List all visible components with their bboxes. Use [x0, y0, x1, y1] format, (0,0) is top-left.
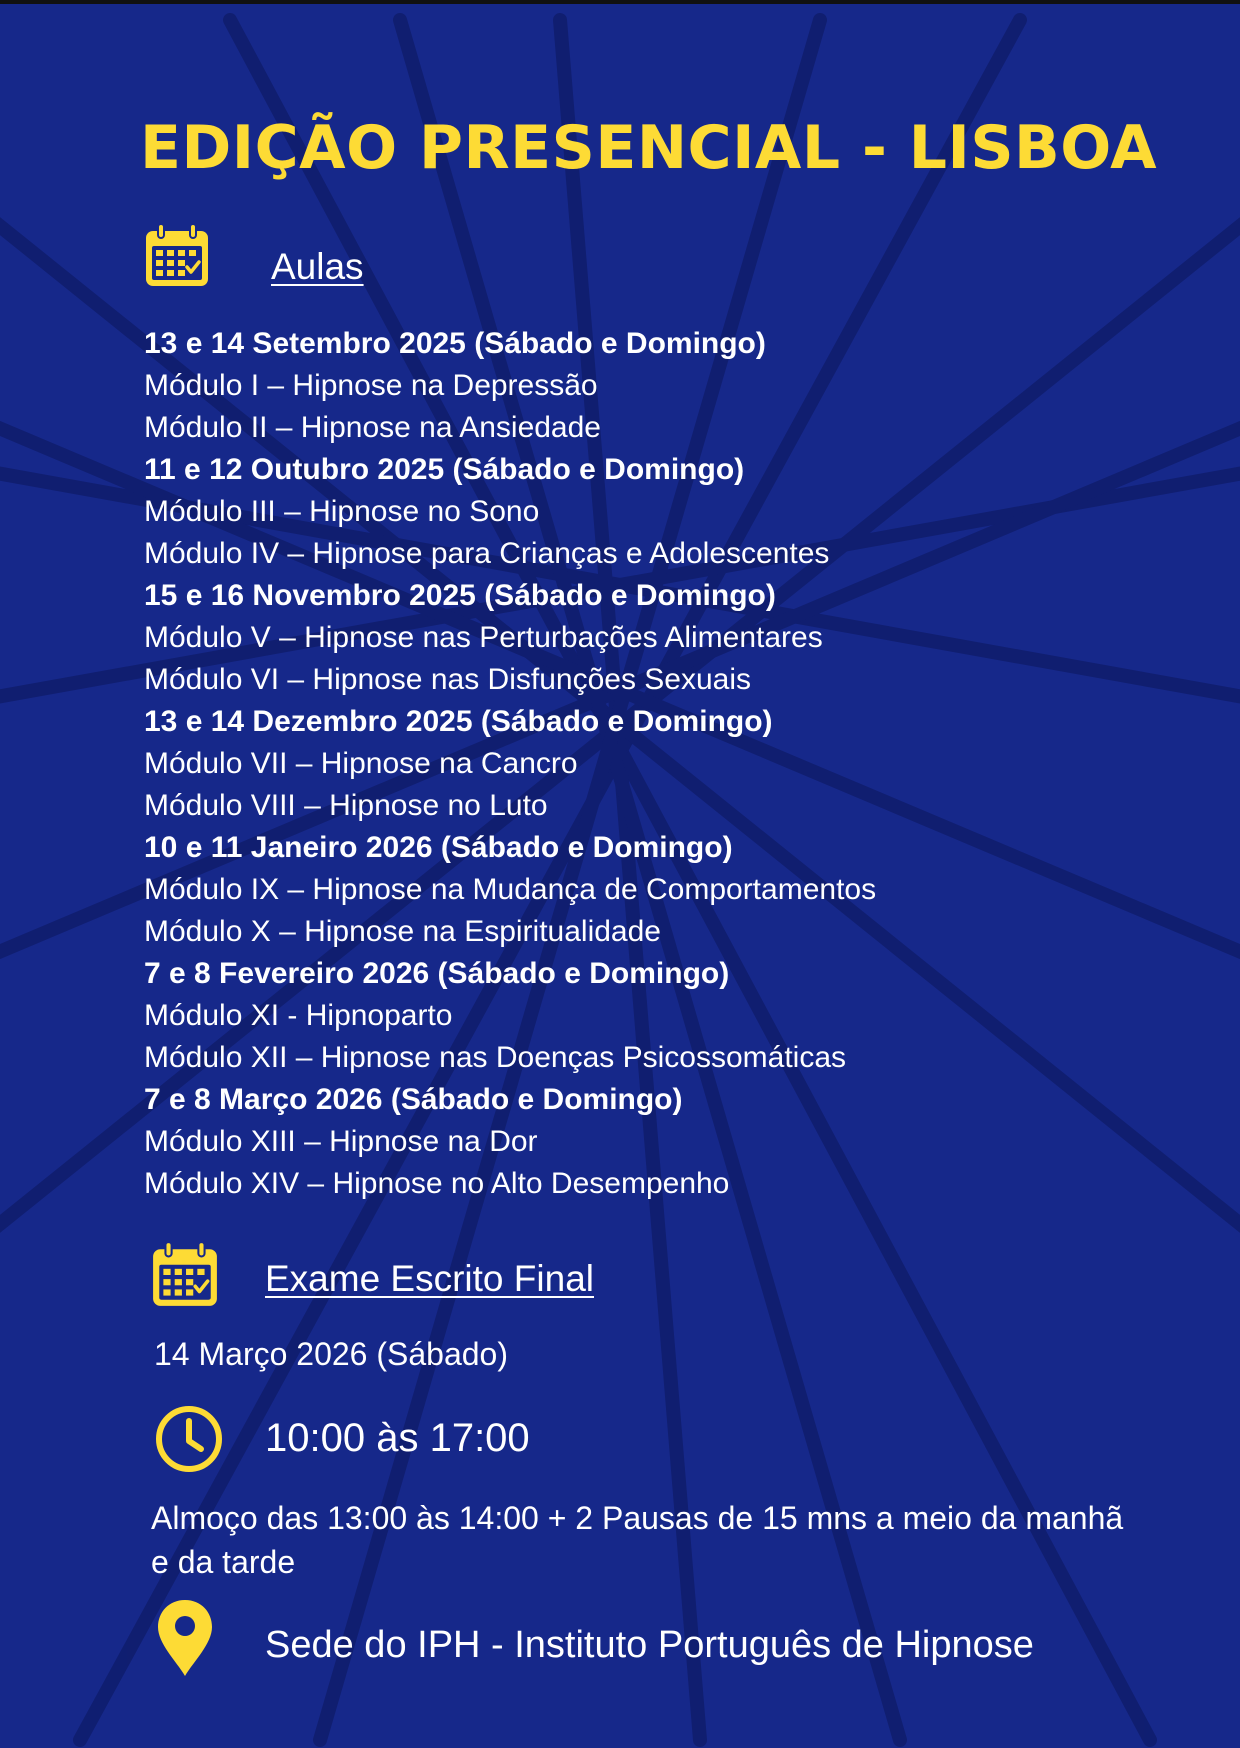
schedule-day [144, 953, 1144, 1079]
module-item: Módulo IV – Hipnose para Crianças e Adolescentes [144, 537, 830, 570]
module-item: Módulo XIII – Hipnose na Dor [144, 1125, 538, 1158]
schedule-date: 13 e 14 Setembro 2025 (Sábado e Domingo) [144, 327, 766, 360]
schedule-date: 7 e 8 Fevereiro 2026 (Sábado e Domingo) [144, 957, 730, 990]
module-item: Módulo IX – Hipnose na Mudança de Comportamentos [144, 873, 877, 906]
module-item: Módulo VIII – Hipnose no Luto [144, 789, 548, 822]
schedule-date: 10 e 11 Janeiro 2026 (Sábado e Domingo) [144, 831, 733, 864]
module-item: Módulo XIV – Hipnose no Alto Desempenho [144, 1167, 730, 1200]
schedule-day [144, 449, 1144, 575]
schedule-day [144, 1079, 1144, 1205]
schedule-date: 13 e 14 Dezembro 2025 (Sábado e Domingo) [144, 705, 773, 738]
calendar-icon [143, 222, 211, 290]
schedule-date: 11 e 12 Outubro 2025 (Sábado e Domingo) [144, 453, 745, 486]
class-schedule [144, 323, 1144, 1205]
schedule-day [144, 323, 1144, 449]
schedule-day [144, 701, 1144, 827]
module-item: Módulo XI - Hipnoparto [144, 999, 453, 1032]
page-title: EDIÇÃO PRESENCIAL - LISBOA [140, 113, 1158, 183]
classes-heading[interactable]: Aulas [271, 246, 364, 287]
module-item: Módulo XII – Hipnose nas Doenças Psicossomáticas [144, 1041, 847, 1074]
clock-icon [154, 1404, 224, 1474]
calendar-icon [150, 1240, 220, 1310]
module-item: Módulo I – Hipnose na Depressão [144, 369, 598, 402]
module-item: Módulo VI – Hipnose nas Disfunções Sexuais [144, 663, 752, 696]
schedule-date: 15 e 16 Novembro 2025 (Sábado e Domingo) [144, 579, 776, 612]
schedule-day [144, 827, 1144, 953]
schedule-day [144, 575, 1144, 701]
schedule-time: 10:00 às 17:00 [265, 1416, 530, 1460]
module-item: Módulo VII – Hipnose na Cancro [144, 747, 578, 780]
exam-date: 14 Março 2026 (Sábado) [154, 1336, 508, 1372]
breaks-info: Almoço das 13:00 às 14:00 + 2 Pausas de 15 mns a meio da manhã e da tarde [151, 1500, 1124, 1580]
schedule-date: 7 e 8 Março 2026 (Sábado e Domingo) [144, 1083, 683, 1116]
module-item: Módulo III – Hipnose no Sono [144, 495, 540, 528]
map-pin-icon [155, 1598, 215, 1678]
module-item: Módulo II – Hipnose na Ansiedade [144, 411, 601, 444]
exam-heading[interactable]: Exame Escrito Final [265, 1258, 594, 1299]
location-text: Sede do IPH - Instituto Português de Hipnose [265, 1624, 1034, 1666]
module-item: Módulo X – Hipnose na Espiritualidade [144, 915, 661, 948]
module-item: Módulo V – Hipnose nas Perturbações Alimentares [144, 621, 823, 654]
